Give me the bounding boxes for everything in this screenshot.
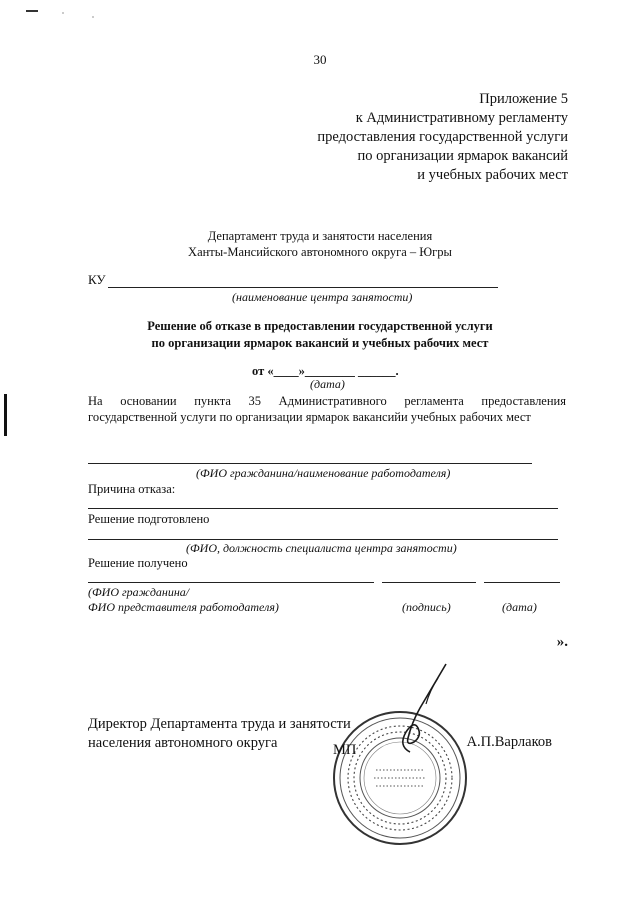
specialist-caption: (ФИО, должность специалиста центра занятости): [186, 541, 457, 555]
signatory-line: Директор Департамента труда и занятости: [88, 716, 351, 732]
date-caption: (дата): [502, 600, 537, 614]
ku-caption: (наименование центра занятости): [232, 290, 413, 304]
title-line: по организации ярмарок вакансий и учебных рабочих мест: [151, 336, 489, 350]
page-number: 30: [313, 52, 327, 67]
seal-mp-mark: МП: [333, 742, 357, 758]
department-line: Департамент труда и занятости населения: [207, 229, 433, 243]
department-name: [0, 228, 640, 260]
fio-blank-line: [88, 463, 532, 464]
title-line: Решение об отказе в предоставлении государственной услуги: [147, 319, 493, 333]
signature-caption: (подпись): [402, 600, 451, 614]
reason-label: Причина отказа:: [88, 482, 176, 496]
fio-caption: (ФИО гражданина/наименование работодателя): [196, 466, 451, 480]
reason-blank-line: [88, 508, 558, 509]
scan-artifact: [26, 10, 38, 12]
date-field: от «____»________ ______.: [252, 364, 399, 378]
ku-blank-line: [108, 287, 498, 288]
signatory-name: А.П.Варлаков: [466, 734, 552, 750]
department-line: Ханты-Мансийского автономного округа – Югры: [188, 245, 452, 259]
appendix-header: [317, 90, 568, 185]
appendix-line: по организации ярмарок вакансий: [357, 148, 568, 164]
signatory-line: населения автономного округа: [88, 735, 278, 751]
ku-label: КУ: [88, 272, 106, 287]
basis-paragraph: На основании пункта 35 Административного регламента предоставления государственной услуги по организации ярмарок вакансийи учебных рабочих мест: [88, 394, 566, 424]
date-caption: (дата): [310, 377, 345, 391]
received-signature-line: [382, 582, 476, 583]
document-title: [0, 318, 640, 352]
handwritten-signature: [368, 660, 468, 760]
received-date-line: [484, 582, 560, 583]
appendix-line: к Административному регламенту: [355, 110, 568, 126]
citizen-caption: ФИО представителя работодателя): [88, 600, 279, 614]
appendix-line: и учебных рабочих мест: [417, 167, 568, 183]
closing-quote: ».: [556, 634, 568, 650]
scan-artifact: [62, 12, 64, 14]
signatory-title: [88, 715, 351, 753]
prepared-label: Решение подготовлено: [88, 512, 210, 526]
appendix-line: предоставления государственной услуги: [317, 129, 568, 145]
appendix-line: Приложение 5: [479, 91, 568, 107]
scan-margin-mark: [4, 394, 7, 436]
scan-artifact: [92, 16, 94, 18]
received-label: Решение получено: [88, 556, 188, 570]
received-fio-line: [88, 582, 374, 583]
citizen-caption: (ФИО гражданина/: [88, 585, 190, 599]
prepared-blank-line: [88, 539, 558, 540]
